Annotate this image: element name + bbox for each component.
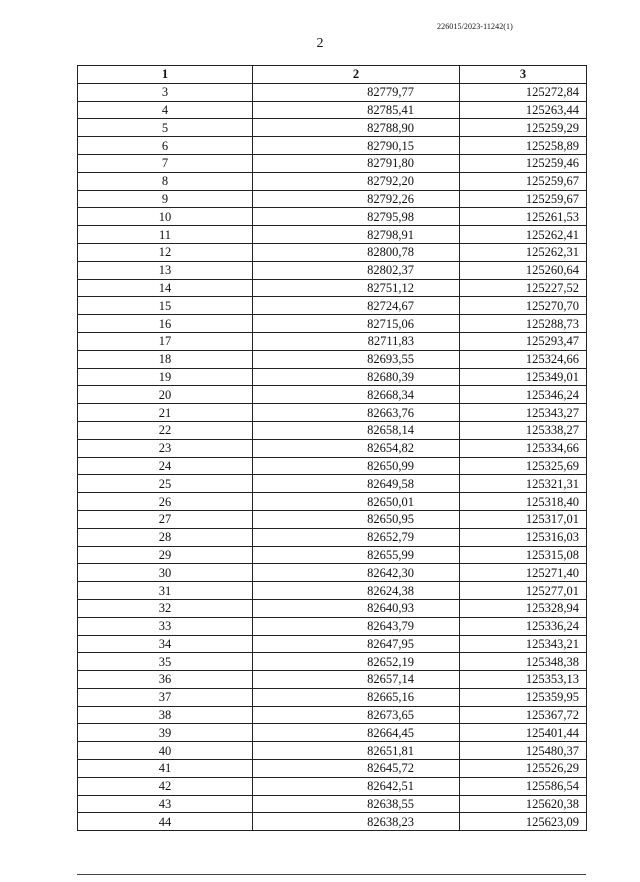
document-number: 226015/2023-11242(1) bbox=[437, 22, 513, 31]
point-number-cell: 14 bbox=[78, 279, 253, 297]
y-coordinate-cell: 125336,24 bbox=[460, 617, 587, 635]
table-row bbox=[78, 439, 587, 457]
table-row bbox=[78, 119, 587, 137]
y-coordinate-cell: 125348,38 bbox=[460, 653, 587, 671]
point-number-cell: 17 bbox=[78, 332, 253, 350]
x-coordinate-cell: 82751,12 bbox=[253, 279, 460, 297]
x-coordinate-cell: 82693,55 bbox=[253, 350, 460, 368]
y-coordinate-cell: 125620,38 bbox=[460, 795, 587, 813]
point-number-cell: 30 bbox=[78, 564, 253, 582]
x-coordinate-cell: 82673,65 bbox=[253, 706, 460, 724]
point-number-cell: 24 bbox=[78, 457, 253, 475]
x-coordinate-cell: 82788,90 bbox=[253, 119, 460, 137]
point-number-cell: 31 bbox=[78, 582, 253, 600]
y-coordinate-cell: 125349,01 bbox=[460, 368, 587, 386]
y-coordinate-cell: 125293,47 bbox=[460, 332, 587, 350]
point-number-cell: 6 bbox=[78, 137, 253, 155]
table-row bbox=[78, 635, 587, 653]
y-coordinate-cell: 125401,44 bbox=[460, 724, 587, 742]
x-coordinate-cell: 82785,41 bbox=[253, 101, 460, 119]
y-coordinate-cell: 125317,01 bbox=[460, 510, 587, 528]
x-coordinate-cell: 82715,06 bbox=[253, 315, 460, 333]
point-number-cell: 26 bbox=[78, 493, 253, 511]
table-row bbox=[78, 742, 587, 760]
table-row bbox=[78, 172, 587, 190]
y-coordinate-cell: 125259,29 bbox=[460, 119, 587, 137]
table-row bbox=[78, 243, 587, 261]
table-row bbox=[78, 386, 587, 404]
y-coordinate-cell: 125623,09 bbox=[460, 813, 587, 831]
point-number-cell: 35 bbox=[78, 653, 253, 671]
point-number-cell: 4 bbox=[78, 101, 253, 119]
column-header-1: 1 bbox=[78, 66, 253, 84]
y-coordinate-cell: 125259,67 bbox=[460, 172, 587, 190]
y-coordinate-cell: 125315,08 bbox=[460, 546, 587, 564]
x-coordinate-cell: 82655,99 bbox=[253, 546, 460, 564]
x-coordinate-cell: 82650,01 bbox=[253, 493, 460, 511]
table-row bbox=[78, 475, 587, 493]
point-number-cell: 12 bbox=[78, 243, 253, 261]
point-number-cell: 43 bbox=[78, 795, 253, 813]
table-row bbox=[78, 101, 587, 119]
table-row bbox=[78, 297, 587, 315]
point-number-cell: 15 bbox=[78, 297, 253, 315]
y-coordinate-cell: 125260,64 bbox=[460, 261, 587, 279]
table-row bbox=[78, 404, 587, 422]
x-coordinate-cell: 82657,14 bbox=[253, 671, 460, 689]
y-coordinate-cell: 125263,44 bbox=[460, 101, 587, 119]
y-coordinate-cell: 125227,52 bbox=[460, 279, 587, 297]
x-coordinate-cell: 82645,72 bbox=[253, 760, 460, 778]
x-coordinate-cell: 82800,78 bbox=[253, 243, 460, 261]
point-number-cell: 44 bbox=[78, 813, 253, 831]
x-coordinate-cell: 82640,93 bbox=[253, 599, 460, 617]
table-body bbox=[78, 83, 587, 830]
x-coordinate-cell: 82649,58 bbox=[253, 475, 460, 493]
point-number-cell: 42 bbox=[78, 777, 253, 795]
y-coordinate-cell: 125321,31 bbox=[460, 475, 587, 493]
y-coordinate-cell: 125259,46 bbox=[460, 154, 587, 172]
table-row bbox=[78, 332, 587, 350]
column-header-3: 3 bbox=[460, 66, 587, 84]
y-coordinate-cell: 125586,54 bbox=[460, 777, 587, 795]
x-coordinate-cell: 82652,19 bbox=[253, 653, 460, 671]
y-coordinate-cell: 125277,01 bbox=[460, 582, 587, 600]
table-row bbox=[78, 154, 587, 172]
x-coordinate-cell: 82624,38 bbox=[253, 582, 460, 600]
y-coordinate-cell: 125262,41 bbox=[460, 226, 587, 244]
point-number-cell: 36 bbox=[78, 671, 253, 689]
point-number-cell: 9 bbox=[78, 190, 253, 208]
y-coordinate-cell: 125271,40 bbox=[460, 564, 587, 582]
table-header-row bbox=[78, 66, 587, 84]
table-row bbox=[78, 368, 587, 386]
x-coordinate-cell: 82638,55 bbox=[253, 795, 460, 813]
y-coordinate-cell: 125272,84 bbox=[460, 83, 587, 101]
x-coordinate-cell: 82680,39 bbox=[253, 368, 460, 386]
table-row bbox=[78, 457, 587, 475]
x-coordinate-cell: 82647,95 bbox=[253, 635, 460, 653]
y-coordinate-cell: 125270,70 bbox=[460, 297, 587, 315]
y-coordinate-cell: 125325,69 bbox=[460, 457, 587, 475]
x-coordinate-cell: 82652,79 bbox=[253, 528, 460, 546]
point-number-cell: 41 bbox=[78, 760, 253, 778]
table-row bbox=[78, 760, 587, 778]
x-coordinate-cell: 82790,15 bbox=[253, 137, 460, 155]
x-coordinate-cell: 82664,45 bbox=[253, 724, 460, 742]
y-coordinate-cell: 125324,66 bbox=[460, 350, 587, 368]
table-row bbox=[78, 421, 587, 439]
table-row bbox=[78, 599, 587, 617]
table-row bbox=[78, 190, 587, 208]
x-coordinate-cell: 82665,16 bbox=[253, 688, 460, 706]
x-coordinate-cell: 82654,82 bbox=[253, 439, 460, 457]
x-coordinate-cell: 82658,14 bbox=[253, 421, 460, 439]
x-coordinate-cell: 82668,34 bbox=[253, 386, 460, 404]
point-number-cell: 38 bbox=[78, 706, 253, 724]
point-number-cell: 28 bbox=[78, 528, 253, 546]
x-coordinate-cell: 82795,98 bbox=[253, 208, 460, 226]
y-coordinate-cell: 125262,31 bbox=[460, 243, 587, 261]
y-coordinate-cell: 125316,03 bbox=[460, 528, 587, 546]
x-coordinate-cell: 82663,76 bbox=[253, 404, 460, 422]
table-row bbox=[78, 226, 587, 244]
x-coordinate-cell: 82650,95 bbox=[253, 510, 460, 528]
x-coordinate-cell: 82650,99 bbox=[253, 457, 460, 475]
table-row bbox=[78, 706, 587, 724]
point-number-cell: 7 bbox=[78, 154, 253, 172]
table-row bbox=[78, 617, 587, 635]
y-coordinate-cell: 125480,37 bbox=[460, 742, 587, 760]
point-number-cell: 23 bbox=[78, 439, 253, 457]
table-row bbox=[78, 582, 587, 600]
table-row bbox=[78, 510, 587, 528]
y-coordinate-cell: 125334,66 bbox=[460, 439, 587, 457]
y-coordinate-cell: 125261,53 bbox=[460, 208, 587, 226]
table-row bbox=[78, 493, 587, 511]
table-row bbox=[78, 564, 587, 582]
table-row bbox=[78, 813, 587, 831]
y-coordinate-cell: 125258,89 bbox=[460, 137, 587, 155]
point-number-cell: 39 bbox=[78, 724, 253, 742]
point-number-cell: 10 bbox=[78, 208, 253, 226]
point-number-cell: 5 bbox=[78, 119, 253, 137]
y-coordinate-cell: 125288,73 bbox=[460, 315, 587, 333]
y-coordinate-cell: 125353,13 bbox=[460, 671, 587, 689]
x-coordinate-cell: 82791,80 bbox=[253, 154, 460, 172]
x-coordinate-cell: 82798,91 bbox=[253, 226, 460, 244]
y-coordinate-cell: 125367,72 bbox=[460, 706, 587, 724]
x-coordinate-cell: 82802,37 bbox=[253, 261, 460, 279]
point-number-cell: 8 bbox=[78, 172, 253, 190]
point-number-cell: 29 bbox=[78, 546, 253, 564]
table-row bbox=[78, 279, 587, 297]
point-number-cell: 18 bbox=[78, 350, 253, 368]
point-number-cell: 13 bbox=[78, 261, 253, 279]
y-coordinate-cell: 125259,67 bbox=[460, 190, 587, 208]
table-row bbox=[78, 83, 587, 101]
table-row bbox=[78, 546, 587, 564]
x-coordinate-cell: 82638,23 bbox=[253, 813, 460, 831]
coordinates-table bbox=[77, 65, 587, 831]
point-number-cell: 33 bbox=[78, 617, 253, 635]
table-row bbox=[78, 795, 587, 813]
point-number-cell: 40 bbox=[78, 742, 253, 760]
x-coordinate-cell: 82779,77 bbox=[253, 83, 460, 101]
x-coordinate-cell: 82642,30 bbox=[253, 564, 460, 582]
point-number-cell: 37 bbox=[78, 688, 253, 706]
y-coordinate-cell: 125346,24 bbox=[460, 386, 587, 404]
point-number-cell: 19 bbox=[78, 368, 253, 386]
point-number-cell: 3 bbox=[78, 83, 253, 101]
y-coordinate-cell: 125343,21 bbox=[460, 635, 587, 653]
table-row bbox=[78, 653, 587, 671]
table-row bbox=[78, 671, 587, 689]
point-number-cell: 27 bbox=[78, 510, 253, 528]
y-coordinate-cell: 125318,40 bbox=[460, 493, 587, 511]
point-number-cell: 22 bbox=[78, 421, 253, 439]
y-coordinate-cell: 125338,27 bbox=[460, 421, 587, 439]
y-coordinate-cell: 125328,94 bbox=[460, 599, 587, 617]
table-row bbox=[78, 777, 587, 795]
x-coordinate-cell: 82642,51 bbox=[253, 777, 460, 795]
page-number: 2 bbox=[316, 36, 324, 51]
table-row bbox=[78, 688, 587, 706]
x-coordinate-cell: 82643,79 bbox=[253, 617, 460, 635]
x-coordinate-cell: 82792,26 bbox=[253, 190, 460, 208]
x-coordinate-cell: 82792,20 bbox=[253, 172, 460, 190]
point-number-cell: 20 bbox=[78, 386, 253, 404]
bottom-rule bbox=[77, 874, 586, 875]
x-coordinate-cell: 82651,81 bbox=[253, 742, 460, 760]
y-coordinate-cell: 125359,95 bbox=[460, 688, 587, 706]
table-row bbox=[78, 315, 587, 333]
x-coordinate-cell: 82724,67 bbox=[253, 297, 460, 315]
table-row bbox=[78, 261, 587, 279]
table-row bbox=[78, 724, 587, 742]
point-number-cell: 16 bbox=[78, 315, 253, 333]
table-row bbox=[78, 528, 587, 546]
column-header-2: 2 bbox=[253, 66, 460, 84]
table-row bbox=[78, 137, 587, 155]
x-coordinate-cell: 82711,83 bbox=[253, 332, 460, 350]
point-number-cell: 21 bbox=[78, 404, 253, 422]
y-coordinate-cell: 125526,29 bbox=[460, 760, 587, 778]
point-number-cell: 32 bbox=[78, 599, 253, 617]
table-row bbox=[78, 208, 587, 226]
point-number-cell: 34 bbox=[78, 635, 253, 653]
table-row bbox=[78, 350, 587, 368]
point-number-cell: 11 bbox=[78, 226, 253, 244]
point-number-cell: 25 bbox=[78, 475, 253, 493]
y-coordinate-cell: 125343,27 bbox=[460, 404, 587, 422]
